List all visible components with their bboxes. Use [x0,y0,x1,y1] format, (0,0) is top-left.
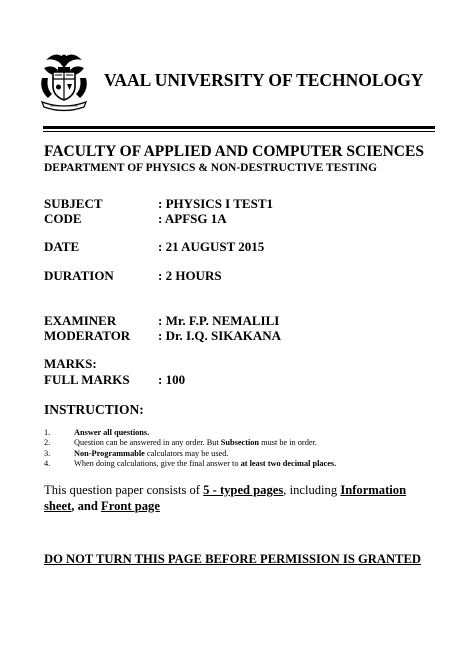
code-value: : APFSG 1A [158,211,227,226]
duration-value: : 2 HOURS [158,268,222,283]
duration-label: DURATION [44,268,114,283]
code-field [44,211,227,227]
instruction-item: 1. Answer all questions. [44,428,150,437]
marks-heading: MARKS: [44,356,97,371]
instruction-list [44,428,336,470]
full-marks-value: : 100 [158,372,186,387]
header-divider-thick [43,126,435,129]
moderator-field [44,328,281,344]
faculty-name: FACULTY OF APPLIED AND COMPUTER SCIENCES [44,143,424,160]
examiner-field [44,313,279,329]
university-crest-logo [36,48,92,112]
full-marks-field [44,372,185,388]
examiner-value: : Mr. F.P. NEMALILI [158,313,280,328]
moderator-value: : Dr. I.Q. SIKAKANA [158,328,282,343]
department-name: DEPARTMENT OF PHYSICS & NON-DESTRUCTIVE TESTING [44,162,378,174]
instruction-item: 3. Non-Programmable calculators may be used. [44,448,229,458]
header-divider-thin [43,131,435,132]
instruction-item: 4. When doing calculations, give the final answer to at least two decimal places. [44,459,337,469]
front-page-ref: Front page [101,499,160,513]
information-sheet-ref: Information sheet [44,483,407,513]
paper-info-statement: This question paper consists of 5 - typed pages, including Information sheet, and Front page [44,483,407,513]
date-field [44,239,264,255]
permission-warning: DO NOT TURN THIS PAGE BEFORE PERMISSION IS GRANTED [44,552,421,566]
subject-label: SUBJECT [44,196,103,211]
code-label: CODE [44,211,82,226]
moderator-label: MODERATOR [44,328,131,343]
duration-field [44,268,222,284]
instruction-item: 2. Question can be answered in any order. But Subsection must be in order. [44,438,317,448]
page-count: 5 - typed pages [203,483,284,497]
examiner-label: EXAMINER [44,313,117,328]
date-label: DATE [44,239,80,254]
date-value: : 21 AUGUST 2015 [158,239,265,254]
instruction-heading: INSTRUCTION: [44,402,144,417]
full-marks-label: FULL MARKS [44,372,130,387]
subject-value: : PHYSICS I TEST1 [158,196,273,211]
university-name: VAAL UNIVERSITY OF TECHNOLOGY [104,70,424,90]
subject-field [44,196,273,212]
